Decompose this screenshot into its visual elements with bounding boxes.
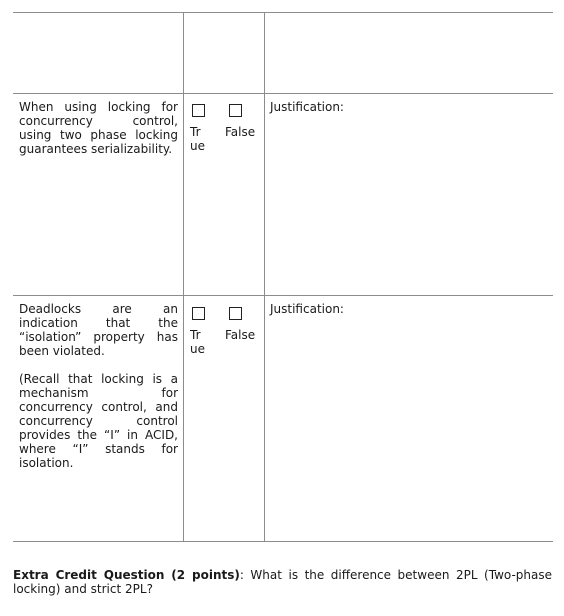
column-divider bbox=[183, 12, 184, 542]
justification-label: Justification: bbox=[270, 100, 344, 114]
extra-credit-heading: Extra Credit Question (2 points) bbox=[13, 568, 240, 582]
row-divider bbox=[13, 93, 553, 94]
question-text bbox=[19, 100, 178, 156]
true-label: True bbox=[190, 328, 205, 356]
question-paragraph: Deadlocks are an indication that the “isolation” property has been violated. bbox=[19, 302, 178, 358]
extra-credit-question bbox=[13, 568, 552, 596]
true-checkbox[interactable] bbox=[192, 104, 205, 117]
false-checkbox[interactable] bbox=[229, 104, 242, 117]
true-checkbox[interactable] bbox=[192, 307, 205, 320]
false-checkbox[interactable] bbox=[229, 307, 242, 320]
table-bottom-border bbox=[13, 541, 553, 542]
column-divider bbox=[264, 12, 265, 542]
question-paragraph: (Recall that locking is a mechanism for concurrency control, and concurrency control provides the “I” in ACID, where “I” stands for isolation. bbox=[19, 372, 178, 470]
row-divider bbox=[13, 295, 553, 296]
question-text bbox=[19, 302, 178, 470]
justification-label: Justification: bbox=[270, 302, 344, 316]
table-top-border bbox=[13, 12, 553, 13]
true-label: True bbox=[190, 125, 205, 153]
question-paragraph: When using locking for concurrency control, using two phase locking guarantees serializability. bbox=[19, 100, 178, 156]
false-label: False bbox=[225, 328, 256, 342]
extra-credit-text: : What is the difference between 2PL (Two-phase locking) and strict 2PL? bbox=[13, 568, 552, 596]
false-label: False bbox=[225, 125, 256, 139]
